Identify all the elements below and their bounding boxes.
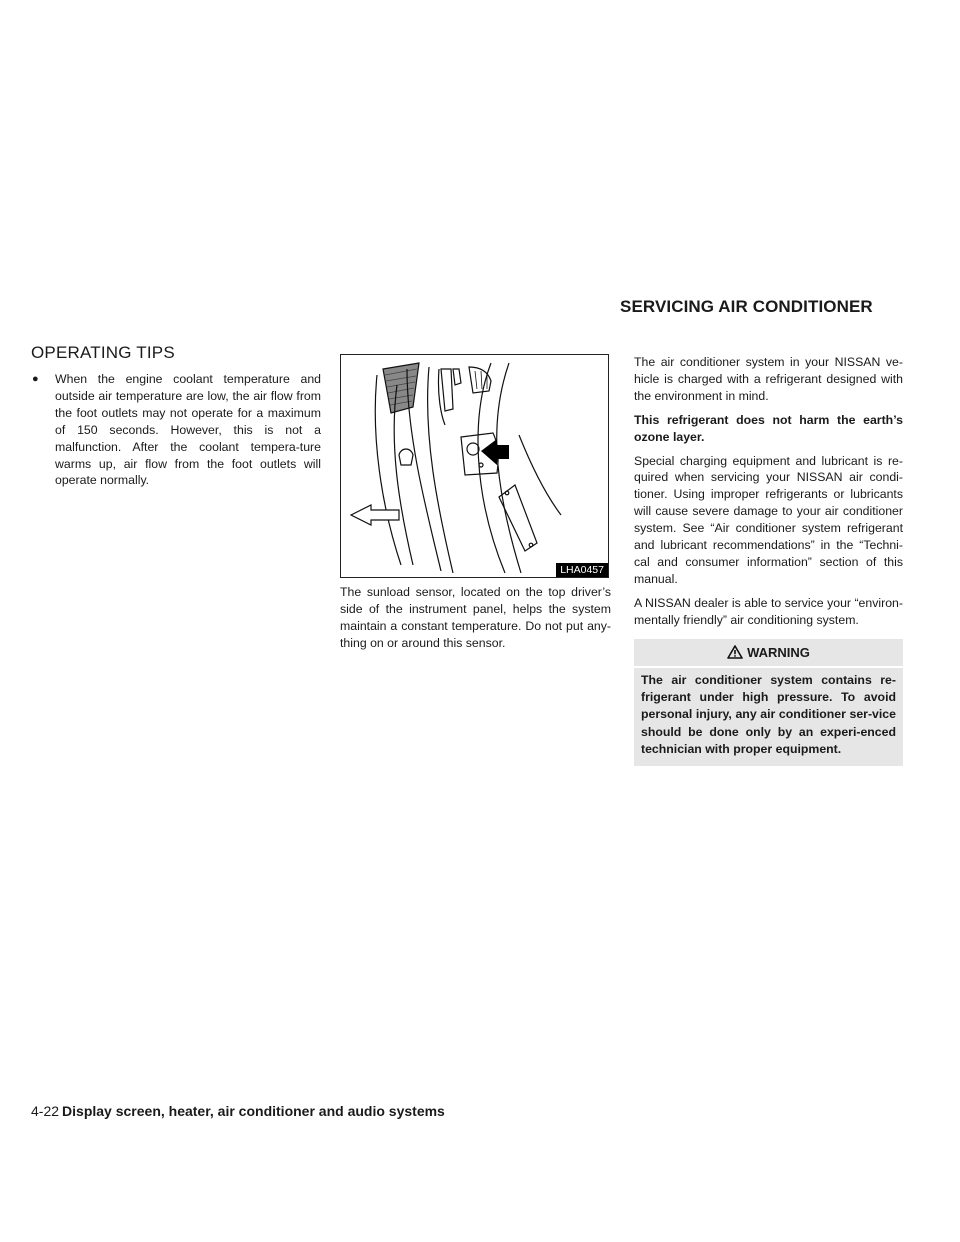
paragraph: Special charging equipment and lubricant is re-quired when servicing your NISSAN air condi-tioner. Using improper refrigerants or lubricants will cause severe damage to your air conditioner system. See “Air conditioner system refrigerant and lubricant recommendations” in the “Techni-cal and consumer information” section of this manual. bbox=[634, 453, 903, 586]
servicing-section bbox=[634, 354, 903, 766]
chapter-title: Display screen, heater, air conditioner and audio systems bbox=[62, 1103, 445, 1119]
warning-label: WARNING bbox=[747, 644, 810, 660]
bullet-icon: ● bbox=[32, 373, 39, 385]
sunload-paragraph: The sunload sensor, located on the top driver’s side of the instrument panel, helps the system maintain a constant temperature. Do not put any-thing on or around this sensor. bbox=[340, 585, 611, 650]
section-heading: OPERATING TIPS bbox=[31, 343, 175, 362]
warning-box bbox=[634, 639, 903, 766]
page-number: 4-22 bbox=[31, 1103, 60, 1119]
warning-header bbox=[634, 643, 903, 668]
list-item bbox=[31, 371, 321, 489]
bullet-text: When the engine coolant temperature and outside air temperature are low, the air flow from the foot outlets may not operate for a maximum of 150 seconds. However, this is not a malfunction. After the coolant tempera-ture warms up, air flow from the foot outlets will operate normally. bbox=[55, 372, 321, 488]
sunload-sensor-figure bbox=[340, 354, 609, 578]
paragraph: The air conditioner system in your NISSAN ve-hicle is charged with a refrigerant designed with the environment in mind. bbox=[634, 355, 903, 403]
sunload-sensor-section bbox=[340, 354, 611, 659]
page-title: SERVICING AIR CONDITIONER bbox=[620, 297, 873, 316]
warning-text: The air conditioner system contains re-frigerant under high pressure. To avoid personal injury, any air conditioner ser-vice should be done only by an experi-enced technician with proper equipment. bbox=[641, 672, 896, 757]
paragraph: A NISSAN dealer is able to service your “environ-mentally friendly” air conditioning system. bbox=[634, 595, 903, 627]
warning-triangle-icon bbox=[727, 645, 743, 659]
operating-tips-section bbox=[31, 343, 321, 489]
page-footer bbox=[31, 1103, 445, 1119]
figure-id: LHA0457 bbox=[556, 563, 608, 577]
ozone-statement: This refrigerant does not harm the earth’s ozone layer. bbox=[634, 412, 903, 444]
dashboard-illustration bbox=[341, 355, 608, 577]
